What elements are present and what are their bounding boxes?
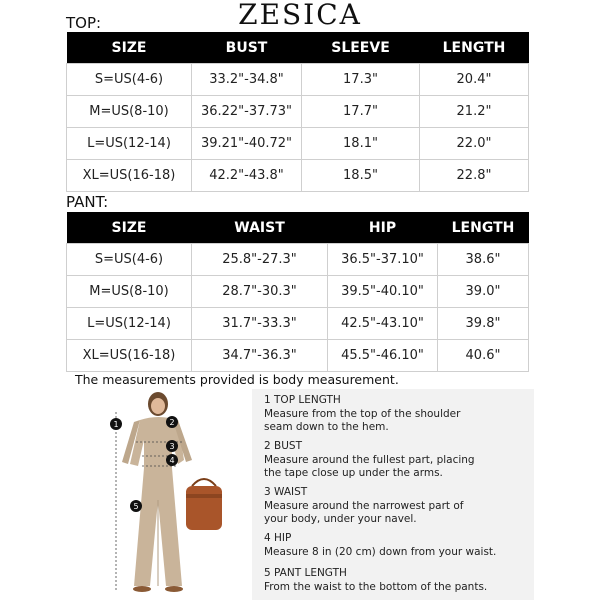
table-cell: 38.6" <box>438 244 529 276</box>
svg-text:1: 1 <box>113 420 119 429</box>
table-cell: XL=US(16-18) <box>67 340 192 372</box>
table-cell: L=US(12-14) <box>67 308 192 340</box>
table-cell: 28.7"-30.3" <box>192 276 328 308</box>
table-row <box>67 340 529 372</box>
table-cell: 42.5"-43.10" <box>328 308 438 340</box>
column-header: SLEEVE <box>302 32 420 64</box>
table-cell: 39.5"-40.10" <box>328 276 438 308</box>
pant-section-label: PANT: <box>66 193 109 211</box>
table-cell: 39.8" <box>438 308 529 340</box>
model-illustration <box>100 390 240 600</box>
table-cell: 18.5" <box>302 160 420 192</box>
table-cell: 17.3" <box>302 64 420 96</box>
column-header: LENGTH <box>420 32 529 64</box>
table-header-row <box>67 32 529 64</box>
table-row <box>67 276 529 308</box>
pant-size-table <box>66 212 529 372</box>
table-cell: 36.5"-37.10" <box>328 244 438 276</box>
table-cell: M=US(8-10) <box>67 96 192 128</box>
marker-5 <box>130 500 142 512</box>
measurement-note: The measurements provided is body measurement. <box>75 372 399 387</box>
table-cell: 34.7"-36.3" <box>192 340 328 372</box>
top-section-label: TOP: <box>66 14 102 32</box>
table-cell: 22.8" <box>420 160 529 192</box>
table-row <box>67 244 529 276</box>
table-cell: 42.2"-43.8" <box>192 160 302 192</box>
table-cell: 31.7"-33.3" <box>192 308 328 340</box>
table-cell: L=US(12-14) <box>67 128 192 160</box>
table-cell: 21.2" <box>420 96 529 128</box>
marker-2 <box>166 416 178 428</box>
guide-item-bust: 2 BUST Measure around the fullest part, placing the tape close up under the arms. <box>264 440 475 479</box>
column-header: WAIST <box>192 212 328 244</box>
table-row <box>67 128 529 160</box>
svg-text:4: 4 <box>169 456 175 465</box>
marker-1 <box>110 418 122 430</box>
guide-item-top-length: 1 TOP LENGTH Measure from the top of the shoulder seam down to the hem. <box>264 394 461 433</box>
table-cell: XL=US(16-18) <box>67 160 192 192</box>
table-cell: 18.1" <box>302 128 420 160</box>
table-cell: 40.6" <box>438 340 529 372</box>
handbag <box>186 486 222 530</box>
table-cell: 20.4" <box>420 64 529 96</box>
table-cell: 17.7" <box>302 96 420 128</box>
guide-item-waist: 3 WAIST Measure around the narrowest part of your body, under your navel. <box>264 486 464 525</box>
column-header: LENGTH <box>438 212 529 244</box>
column-header: SIZE <box>67 212 192 244</box>
table-cell: S=US(4-6) <box>67 64 192 96</box>
top-size-table <box>66 32 529 192</box>
table-cell: 39.0" <box>438 276 529 308</box>
column-header: HIP <box>328 212 438 244</box>
brand-logo: ZESICA <box>238 0 362 31</box>
table-row <box>67 308 529 340</box>
table-row <box>67 96 529 128</box>
svg-text:2: 2 <box>169 418 175 427</box>
table-cell: 25.8"-27.3" <box>192 244 328 276</box>
table-cell: 36.22"-37.73" <box>192 96 302 128</box>
table-cell: M=US(8-10) <box>67 276 192 308</box>
column-header: BUST <box>192 32 302 64</box>
table-cell: 22.0" <box>420 128 529 160</box>
measurement-guide <box>252 389 534 600</box>
column-header: SIZE <box>67 32 192 64</box>
table-row <box>67 64 529 96</box>
table-row <box>67 160 529 192</box>
model-figure <box>100 390 240 600</box>
guide-item-pant-length: 5 PANT LENGTH From the waist to the bottom of the pants. <box>264 567 488 593</box>
table-header-row <box>67 212 529 244</box>
svg-text:5: 5 <box>133 502 139 511</box>
guide-item-hip: 4 HIP Measure 8 in (20 cm) down from your waist. <box>264 532 497 558</box>
table-cell: 45.5"-46.10" <box>328 340 438 372</box>
svg-text:3: 3 <box>169 442 175 451</box>
table-cell: S=US(4-6) <box>67 244 192 276</box>
marker-4 <box>166 454 178 466</box>
table-cell: 33.2"-34.8" <box>192 64 302 96</box>
marker-3 <box>166 440 178 452</box>
table-cell: 39.21"-40.72" <box>192 128 302 160</box>
